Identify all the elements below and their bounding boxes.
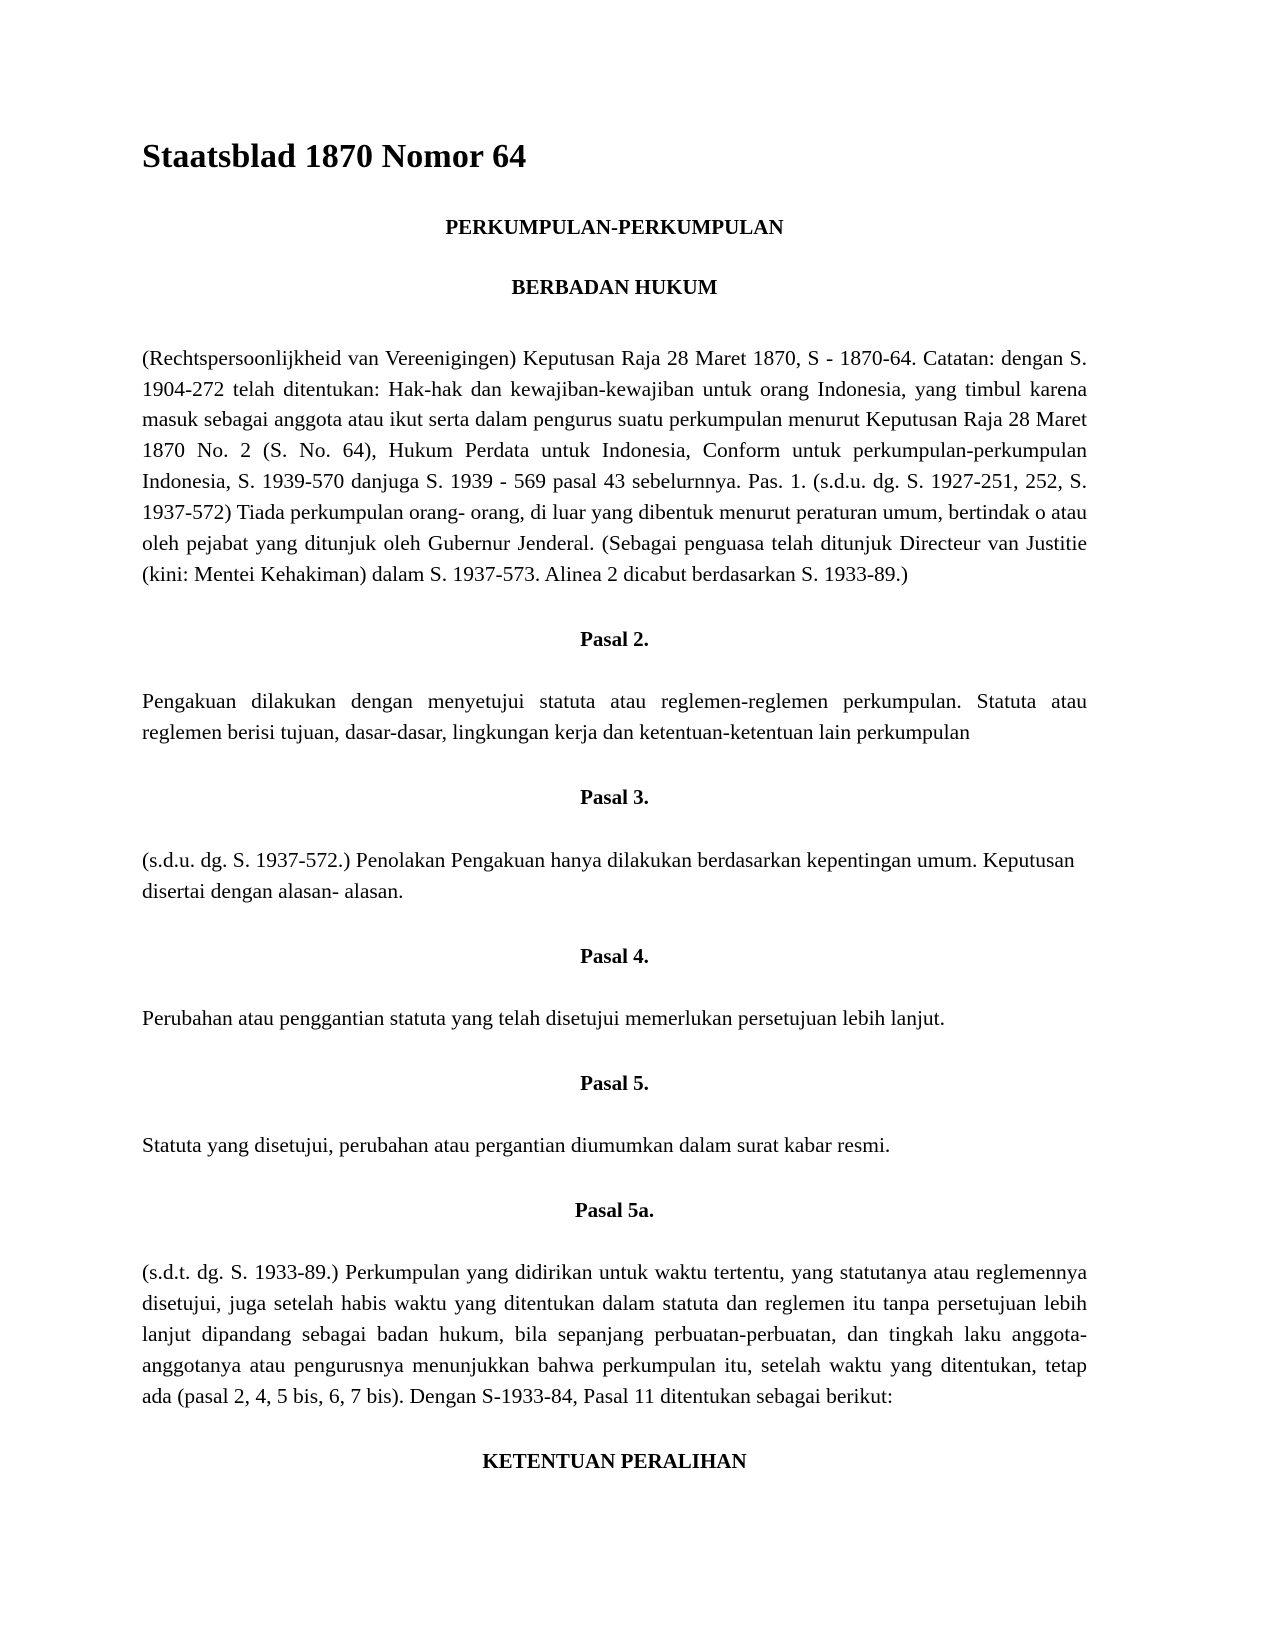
article-body-pasal-4: Perubahan atau penggantian statuta yang telah disetujui memerlukan persetujuan lebih lanjut. <box>142 1005 946 1030</box>
article-body-pasal-2: Pengakuan dilakukan dengan menyetujui statuta atau reglemen-reglemen perkumpulan. Statuta atau reglemen berisi tujuan, dasar-dasar, lingkungan kerja dan ketentuan-ketentuan lain perkumpulan <box>142 689 1087 745</box>
article-heading-pasal-4: Pasal 4. <box>580 943 649 968</box>
closing-heading-ketentuan-peralihan: KETENTUAN PERALIHAN <box>482 1448 747 1473</box>
article-heading-pasal-5: Pasal 5. <box>580 1070 649 1095</box>
article-body-pasal-5a: (s.d.t. dg. S. 1933-89.) Perkumpulan yang didirikan untuk waktu tertentu, yang statutanya atau reglemennya disetujui, juga setelah habis waktu yang ditentukan dalam statuta dan reglemen itu tanpa persetujuan lebih lanjut dipandang sebagai badan hukum, bila sepanjang perbuatan-perbuatan, dan tingkah laku anggota-anggotanya atau pengurusnya menunjukkan bahwa perkumpulan itu, setelah waktu yang ditentukan, tetap ada (pasal 2, 4, 5 bis, 6, 7 bis). Dengan S-1933-84, Pasal 11 ditentukan sebagai berikut: <box>142 1260 1087 1408</box>
article-body-pasal-5: Statuta yang disetujui, perubahan atau pergantian diumumkan dalam surat kabar resmi. <box>142 1132 891 1157</box>
article-heading-pasal-3: Pasal 3. <box>580 785 649 810</box>
document-subtitle-secondary: BERBADAN HUKUM <box>511 275 718 300</box>
article-heading-pasal-2: Pasal 2. <box>580 627 649 652</box>
article-body-pasal-3: (s.d.u. dg. S. 1937-572.) Penolakan Pengakuan hanya dilakukan berdasarkan kepentingan umum. Keputusan disertai dengan alasan- alasan. <box>142 847 1075 903</box>
page-title: Staatsblad 1870 Nomor 64 <box>142 138 527 175</box>
intro-paragraph: (Rechtspersoonlijkheid van Vereenigingen) Keputusan Raja 28 Maret 1870, S - 1870-64. Catatan: dengan S. 1904-272 telah ditentukan: Hak-hak dan kewajiban-kewajiban untuk orang Indonesia, yang timbul karena masuk sebagai anggota atau ikut serta dalam pengurus suatu perkumpulan menurut Keputusan Raja 28 Maret 1870 No. 2 (S. No. 64), Hukum Perdata untuk Indonesia, Conform untuk perkumpulan-perkumpulan Indonesia, S. 1939-570 danjuga S. 1939 - 569 pasal 43 sebelurnnya. Pas. 1. (s.d.u. dg. S. 1927-251, 252, S. 1937-572) Tiada perkumpulan orang- orang, di luar yang dibentuk menurut peraturan umum, bertindak o atau oleh pejabat yang ditunjuk oleh Gubernur Jenderal. (Sebagai penguasa telah ditunjuk Directeur van Justitie (kini: Mentei Kehakiman) dalam S. 1937-573. Alinea 2 dicabut berdasarkan S. 1933-89.) <box>142 345 1087 587</box>
document-subtitle-primary: PERKUMPULAN-PERKUMPULAN <box>445 215 784 240</box>
article-heading-pasal-5a: Pasal 5a. <box>574 1197 655 1222</box>
